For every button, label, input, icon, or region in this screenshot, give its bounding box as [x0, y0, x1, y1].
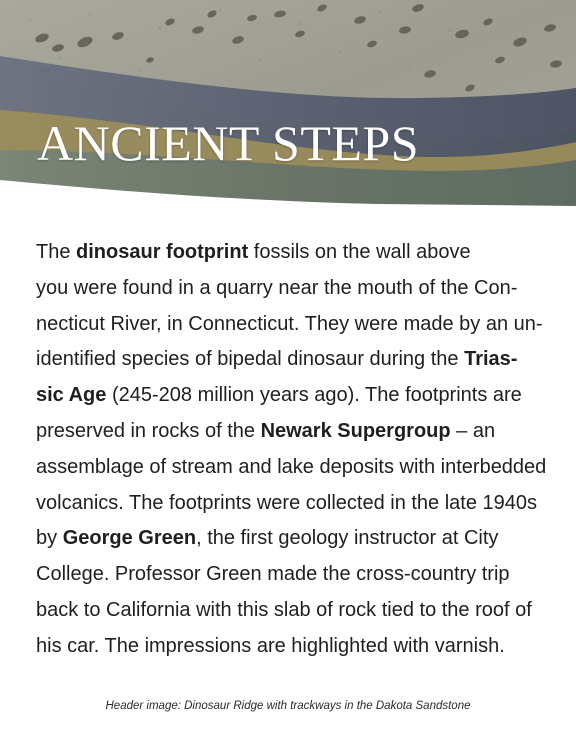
body-line — [36, 557, 542, 593]
body-text-segment: necticut River, in Connecticut. They were made by an un- — [36, 312, 543, 335]
body-text-segment: – an — [450, 419, 496, 442]
page-title: ANCIENT STEPS — [37, 115, 420, 171]
body-text-segment: you were found in a quarry near the mouth of the Con- — [36, 276, 518, 299]
highlighted-term: Trias- — [464, 348, 518, 371]
body-paragraph — [36, 235, 547, 665]
body-text-segment: (245-208 million years ago). The footprints are — [106, 384, 522, 407]
highlighted-term: sic Age — [36, 384, 107, 407]
highlighted-term: Newark Supergroup — [260, 419, 451, 442]
body-line — [36, 629, 542, 665]
body-text-segment: College. Professor Green made the cross-country trip — [36, 563, 510, 586]
body-line — [36, 235, 542, 271]
body-text-segment: fossils on the wall above — [248, 241, 471, 263]
body-line — [36, 342, 542, 378]
highlighted-term: dinosaur footprint — [76, 241, 249, 263]
body-text-segment: The — [36, 241, 77, 263]
body-text-segment: assemblage of stream and lake deposits with interbedded — [36, 455, 547, 478]
body-line — [36, 521, 542, 557]
body-text-segment: identified species of bipedal dinosaur during the — [36, 348, 465, 371]
body-line — [36, 378, 542, 414]
body-text-segment: volcanics. The footprints were collected in the late 1940s — [36, 491, 538, 514]
body-line — [36, 414, 542, 450]
body-text-segment: his car. The impressions are highlighted with varnish. — [36, 634, 505, 657]
body-line — [36, 593, 542, 629]
body-text-segment: by — [36, 527, 63, 550]
highlighted-term: George Green — [62, 527, 197, 550]
body-line — [36, 486, 542, 522]
header-image — [0, 0, 576, 215]
body-line — [36, 450, 547, 486]
body-text-segment: , the first geology instructor at City — [196, 527, 499, 550]
body-text-segment: preserved in rocks of the — [36, 419, 261, 442]
image-caption: Header image: Dinosaur Ridge with trackways in the Dakota Sandstone — [105, 700, 471, 712]
header-banner — [0, 0, 576, 215]
body-text-segment: back to California with this slab of rock tied to the roof of — [36, 598, 532, 621]
body-line — [36, 271, 542, 307]
body-line — [36, 307, 542, 343]
